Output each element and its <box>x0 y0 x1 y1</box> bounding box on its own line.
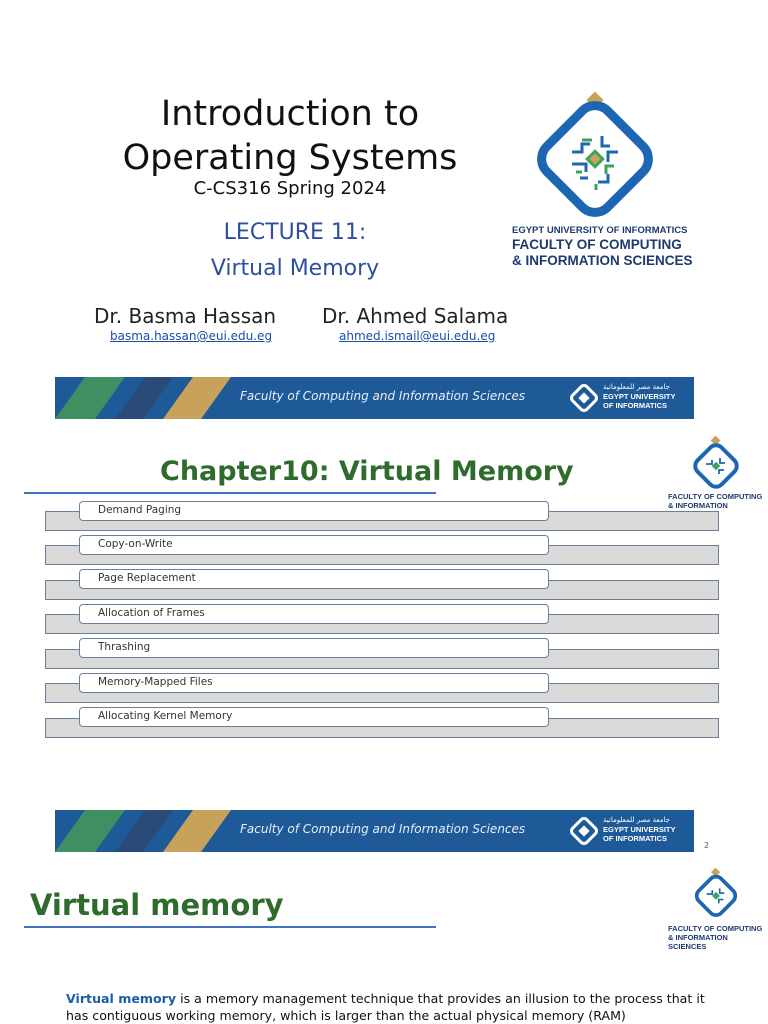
banner-english-name <box>603 392 676 410</box>
section-title: Virtual memory <box>30 888 284 922</box>
outline-item-memory-mapped-files: Memory-Mapped Files <box>79 673 549 693</box>
author-1-name: Dr. Basma Hassan <box>94 304 277 328</box>
title-underline <box>24 492 436 494</box>
outline-item-page-replacement: Page Replacement <box>79 569 549 589</box>
chapter-title: Chapter10: Virtual Memory <box>160 456 574 487</box>
banner-faculty-text: Faculty of Computing and Information Sciences <box>240 822 526 836</box>
banner-english-line2: OF INFORMATICS <box>603 834 668 843</box>
faculty-caption-line2: & INFORMATION SCIENCES <box>668 933 728 951</box>
faculty-caption-line1: FACULTY OF COMPUTING <box>668 924 763 933</box>
banner-english-line1: EGYPT UNIVERSITY <box>603 392 676 401</box>
lecture-topic: Virtual Memory <box>210 256 380 281</box>
university-logo-icon <box>690 868 742 920</box>
faculty-caption <box>668 924 768 951</box>
university-emblem-icon <box>569 816 599 846</box>
faculty-caption-line2: & INFORMATION <box>668 501 728 510</box>
outline-item-allocating-kernel-memory: Allocating Kernel Memory <box>79 707 549 727</box>
faculty-caption-line1: FACULTY OF COMPUTING <box>668 492 763 501</box>
title-underline <box>24 926 436 928</box>
slide1-title-line1: Introduction to <box>160 94 420 134</box>
faculty-name-line2: & INFORMATION SCIENCES <box>512 253 693 268</box>
university-logo-icon <box>688 436 744 492</box>
banner-arabic-name: جامعة مصر للمعلوماتية <box>603 383 670 391</box>
author-2-email-link[interactable]: ahmed.ismail@eui.edu.eg <box>339 329 496 343</box>
banner-faculty-text: Faculty of Computing and Information Sciences <box>240 389 526 403</box>
footer-banner <box>55 377 694 419</box>
banner-english-line1: EGYPT UNIVERSITY <box>603 825 676 834</box>
banner-english-name <box>603 825 676 843</box>
author-2-name: Dr. Ahmed Salama <box>322 304 509 328</box>
banner-stripes-icon <box>55 377 255 419</box>
page-number: 2 <box>704 841 710 850</box>
outline-item-thrashing: Thrashing <box>79 638 549 658</box>
university-emblem-icon <box>569 383 599 413</box>
outline-item-copy-on-write: Copy-on-Write <box>79 535 549 555</box>
lecture-number: LECTURE 11: <box>223 220 367 245</box>
faculty-name-line1: FACULTY OF COMPUTING <box>512 237 682 252</box>
definition-keyword: Virtual memory <box>66 991 177 1006</box>
definition-text: is a memory management technique that provides an illusion to the process that it has contiguous working memory, which is larger than the actual physical memory (RAM) <box>66 991 705 1023</box>
course-code: C-CS316 Spring 2024 <box>193 178 387 199</box>
footer-banner <box>55 810 694 852</box>
outline-item-allocation-of-frames: Allocation of Frames <box>79 604 549 624</box>
outline-item-demand-paging: Demand Paging <box>79 501 549 521</box>
slide1-title <box>60 92 520 180</box>
author-1-email-link[interactable]: basma.hassan@eui.edu.eg <box>110 329 273 343</box>
university-name: EGYPT UNIVERSITY OF INFORMATICS <box>512 225 688 236</box>
university-logo-icon <box>532 92 658 222</box>
definition-paragraph <box>66 990 706 1024</box>
banner-stripes-icon <box>55 810 255 852</box>
banner-arabic-name: جامعة مصر للمعلوماتية <box>603 816 670 824</box>
slide1-title-line2: Operating Systems <box>122 138 458 178</box>
banner-english-line2: OF INFORMATICS <box>603 401 668 410</box>
